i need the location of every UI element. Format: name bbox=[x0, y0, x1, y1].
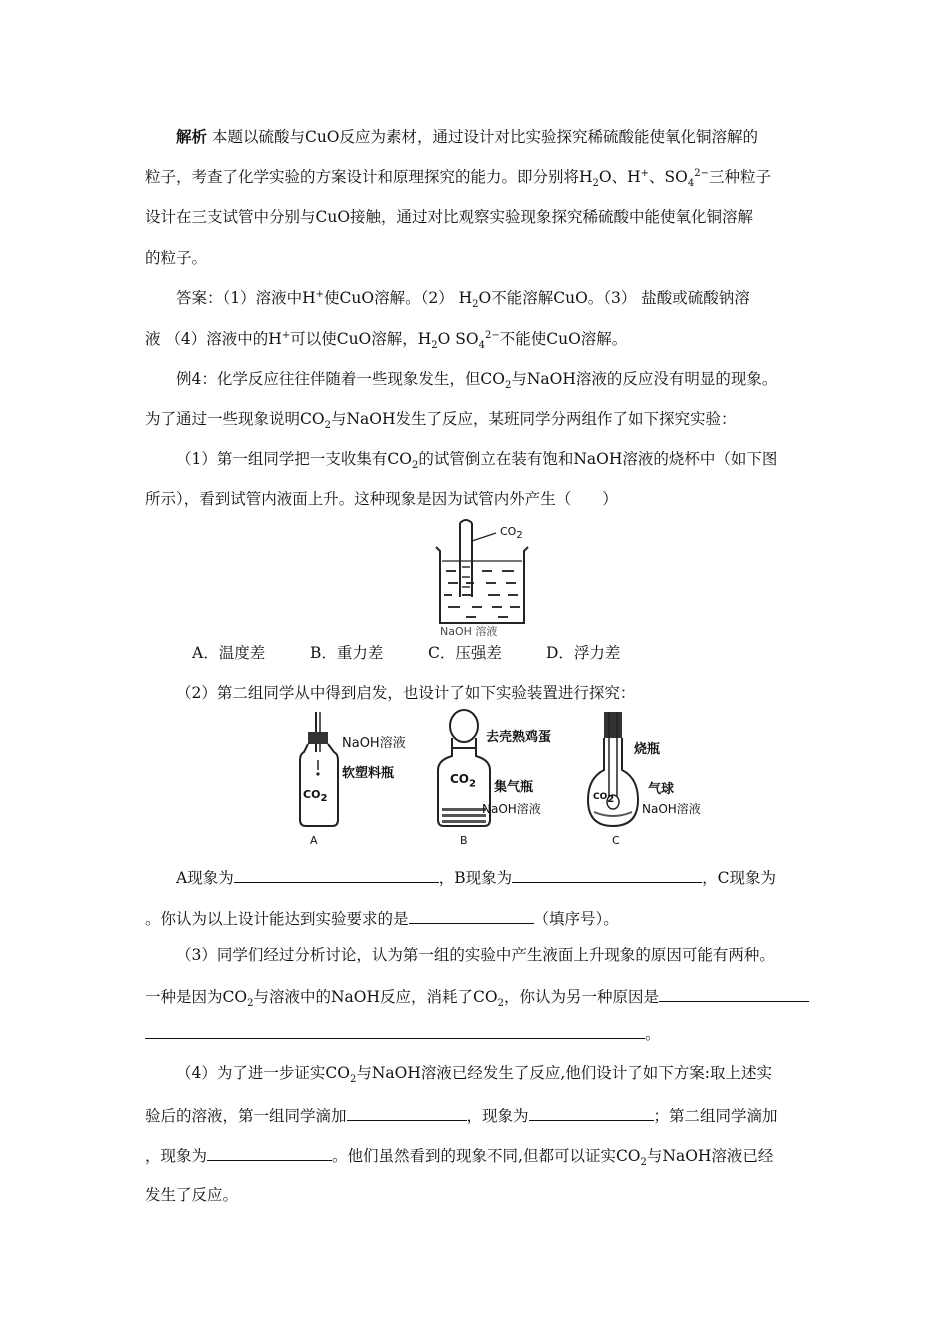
option-c: C．压强差 bbox=[428, 644, 502, 662]
blank-design-choice[interactable] bbox=[409, 907, 534, 924]
figure-beaker-test-tube bbox=[422, 515, 542, 637]
blank-a-phenomenon[interactable] bbox=[234, 866, 439, 883]
apparatus-b-co2: $CO_2$ bbox=[450, 772, 476, 790]
blank-other-reason-cont[interactable] bbox=[145, 1022, 645, 1039]
analysis-line-2: 粒子，考查了化学实验的方案设计和原理探究的能力。即分别将$H_2O$、H+、$SO_4^{2-}$三种粒子 bbox=[145, 167, 771, 190]
blank-b-phenomenon[interactable] bbox=[512, 866, 702, 883]
blank-group1-reagent[interactable] bbox=[347, 1104, 467, 1121]
blank-other-reason[interactable] bbox=[659, 985, 809, 1002]
question-1-line-2: 所示），看到试管内液面上升。这种现象是因为试管内外产生（ ） bbox=[145, 490, 618, 508]
analysis-line-1: 解析 本题以硫酸与CuO反应为素材，通过设计对比实验探究稀硫酸能使氧化铜溶解的 bbox=[176, 127, 759, 146]
question-4-line-2: 验后的溶液，第一组同学滴加 ，现象为 ；第二组同学滴加 bbox=[145, 1104, 778, 1126]
example4-line-2: 为了通过一些现象说明$CO_2$与NaOH发生了反应，某班同学分两组作了如下探究实验： bbox=[145, 410, 737, 432]
figure-three-apparatus bbox=[290, 708, 710, 853]
apparatus-c-diagram bbox=[586, 708, 646, 853]
question-2-line-1: A现象为 ，B现象为 ，C现象为 bbox=[176, 866, 776, 888]
question-4-line-4: 发生了反应。 bbox=[145, 1186, 239, 1204]
question-4-line-3: ，现象为 。他们虽然看到的现象不同,但都可以证实$CO_2$与NaOH溶液已经 bbox=[145, 1144, 773, 1166]
example4-line-1: 例4：化学反应往往伴随着一些现象发生，但$CO_2$与NaOH溶液的反应没有明显的现象。 bbox=[176, 370, 778, 392]
apparatus-b-naoh-label: NaOH溶液 bbox=[482, 802, 541, 816]
apparatus-a-co2: $CO_2$ bbox=[303, 788, 328, 805]
question-2-line-2: 。你认为以上设计能达到实验要求的是 （填序号）。 bbox=[145, 907, 619, 929]
analysis-line-4: 的粒子。 bbox=[145, 249, 208, 267]
apparatus-c-flask-label: 烧瓶 bbox=[634, 742, 661, 757]
naoh-solution-label: NaOH 溶液 bbox=[440, 625, 498, 638]
option-a: A．温度差 bbox=[192, 644, 266, 662]
beaker-diagram bbox=[422, 515, 542, 637]
co2-label: $CO_2$ bbox=[500, 525, 523, 542]
question-2-intro: （2）第二组同学从中得到启发，也设计了如下实验装置进行探究： bbox=[176, 684, 636, 702]
option-b: B．重力差 bbox=[310, 644, 384, 662]
apparatus-c-letter: C bbox=[612, 834, 620, 847]
blank-group2-phenomenon[interactable] bbox=[207, 1144, 332, 1161]
answer-line-1: 答案：（1）溶液中H+使CuO溶解。（2） $H_2O$不能溶解CuO。（3） 盐酸或硫酸钠溶 bbox=[176, 288, 750, 311]
apparatus-a-bottle-label: 软塑料瓶 bbox=[342, 766, 395, 781]
apparatus-c-co2: $CO_2$ bbox=[593, 792, 615, 805]
question-3-line-2: 一种是因为$CO_2$与溶液中的NaOH反应，消耗了$CO_2$，你认为另一种原因是 bbox=[145, 985, 809, 1007]
blank-group1-phenomenon[interactable] bbox=[529, 1104, 654, 1121]
question-3-line-3: 。 bbox=[145, 1022, 661, 1044]
apparatus-c-balloon-label: 气球 bbox=[648, 782, 675, 797]
answer-line-2: 液 （4）溶液中的H+可以使CuO溶解，$H_2O$ $SO_4^{2-}$不能使CuO溶解。 bbox=[145, 329, 628, 352]
apparatus-b-egg-label: 去壳熟鸡蛋 bbox=[486, 730, 552, 745]
apparatus-a-naoh-label: NaOH溶液 bbox=[342, 736, 406, 751]
question-1-line-1: （1）第一组同学把一支收集有$CO_2$的试管倒立在装有饱和NaOH溶液的烧杯中（如下图 bbox=[176, 450, 778, 472]
apparatus-c-naoh-label: NaOH溶液 bbox=[642, 802, 701, 816]
apparatus-b-bottle-label: 集气瓶 bbox=[494, 780, 534, 795]
apparatus-b-letter: B bbox=[460, 834, 468, 847]
analysis-line-3: 设计在三支试管中分别与CuO接触，通过对比观察实验现象探究稀硫酸中能使氧化铜溶解 bbox=[145, 208, 754, 226]
option-d: D．浮力差 bbox=[546, 644, 621, 662]
question-4-line-1: （4）为了进一步证实$CO_2$与NaOH溶液已经发生了反应,他们设计了如下方案:取上述实 bbox=[176, 1064, 772, 1086]
analysis-label: 解析 bbox=[176, 127, 208, 146]
apparatus-a-letter: A bbox=[310, 834, 318, 847]
question-3-line-1: （3）同学们经过分析讨论，认为第一组的实验中产生液面上升现象的原因可能有两种。 bbox=[176, 946, 775, 964]
apparatus-a-diagram bbox=[290, 708, 350, 853]
